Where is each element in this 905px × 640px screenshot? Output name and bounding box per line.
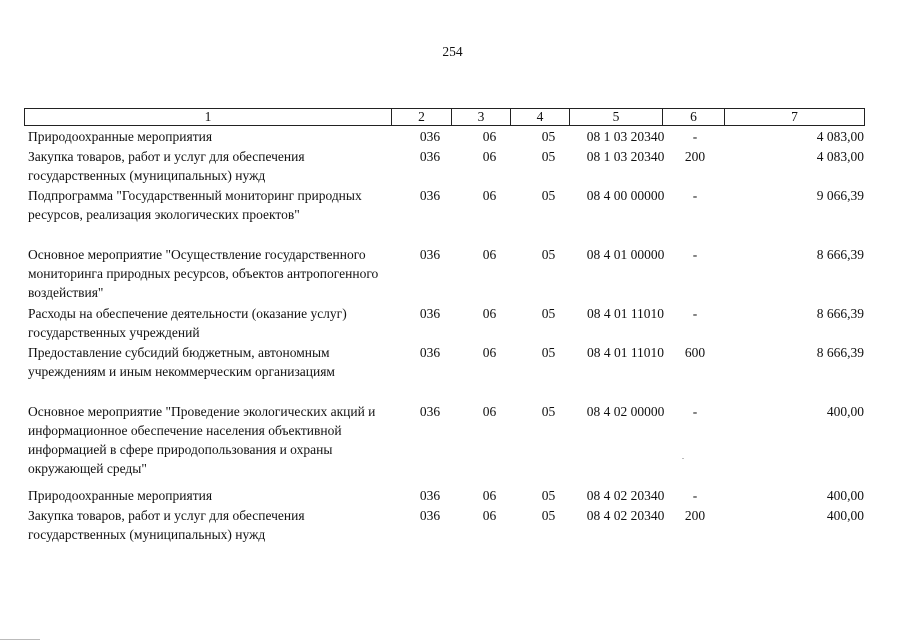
table-header <box>24 108 865 126</box>
row-col-4: 05 <box>541 188 556 203</box>
row-col-2: 036 <box>419 488 441 503</box>
header-cell-7: 7 <box>791 109 798 124</box>
row-name: Предоставление субсидий бюджетным, автономным учреждениям и иным некоммерческим организациям <box>28 345 335 379</box>
row-col-2: 036 <box>419 345 441 360</box>
row-col-3: 06 <box>482 247 497 262</box>
row-name: Основное мероприятие "Осуществление государственного мониторинга природных ресурсов, объектов антропогенного воздействия" <box>28 247 379 300</box>
row-name: Расходы на обеспечение деятельности (оказание услуг) государственных учреждений <box>28 306 347 340</box>
row-name: Закупка товаров, работ и услуг для обеспечения государственных (муниципальных) нужд <box>28 508 305 542</box>
row-col-5: 08 4 00 00000 <box>586 188 665 203</box>
row-col-5: 08 1 03 20340 <box>586 149 665 164</box>
row-col-6: - <box>692 404 698 419</box>
row-col-7: 4 083,00 <box>816 129 864 144</box>
row-col-4: 05 <box>541 306 556 321</box>
row-col-7: 8 666,39 <box>816 306 864 321</box>
row-col-5: 08 1 03 20340 <box>586 129 665 144</box>
row-col-6: - <box>692 247 698 262</box>
header-cell-2: 2 <box>392 109 452 125</box>
row-col-3: 06 <box>482 129 497 144</box>
row-col-2: 036 <box>419 129 441 144</box>
header-cell-5: 5 <box>570 109 663 125</box>
page-number: 254 <box>442 44 463 59</box>
row-col-4: 05 <box>541 508 556 523</box>
row-col-5: 08 4 02 00000 <box>586 404 665 419</box>
row-col-3: 06 <box>482 306 497 321</box>
row-name: Природоохранные мероприятия <box>28 129 213 144</box>
row-col-5: 08 4 02 20340 <box>586 508 665 523</box>
row-col-2: 036 <box>419 306 441 321</box>
row-col-3: 06 <box>482 345 497 360</box>
row-col-5: 08 4 02 20340 <box>586 488 665 503</box>
row-col-4: 05 <box>541 488 556 503</box>
header-cell-4: 4 <box>511 109 570 125</box>
header-cell-1: 1 <box>25 109 392 125</box>
row-col-7: 400,00 <box>826 488 864 503</box>
row-col-6: 600 <box>684 345 706 360</box>
row-col-3: 06 <box>482 188 497 203</box>
row-col-5: 08 4 01 11010 <box>586 306 665 321</box>
row-col-2: 036 <box>419 404 441 419</box>
row-col-7: 9 066,39 <box>816 188 864 203</box>
row-col-3: 06 <box>482 404 497 419</box>
row-col-3: 06 <box>482 508 497 523</box>
row-col-4: 05 <box>541 149 556 164</box>
row-col-7: 400,00 <box>826 404 864 419</box>
row-col-6: - <box>692 129 698 144</box>
row-name: Подпрограмма "Государственный мониторинг природных ресурсов, реализация экологических проектов" <box>28 188 362 222</box>
header-cell-3: 3 <box>452 109 511 125</box>
scan-speck <box>682 458 684 459</box>
row-col-4: 05 <box>541 404 556 419</box>
row-col-4: 05 <box>541 247 556 262</box>
row-col-2: 036 <box>419 188 441 203</box>
row-col-6: - <box>692 488 698 503</box>
row-col-6: - <box>692 188 698 203</box>
row-col-7: 8 666,39 <box>816 345 864 360</box>
row-col-4: 05 <box>541 129 556 144</box>
row-col-7: 4 083,00 <box>816 149 864 164</box>
row-col-3: 06 <box>482 488 497 503</box>
row-col-2: 036 <box>419 508 441 523</box>
row-col-6: - <box>692 306 698 321</box>
row-col-6: 200 <box>684 149 706 164</box>
row-col-3: 06 <box>482 149 497 164</box>
row-col-4: 05 <box>541 345 556 360</box>
row-col-5: 08 4 01 00000 <box>586 247 665 262</box>
row-col-2: 036 <box>419 149 441 164</box>
row-col-6: 200 <box>684 508 706 523</box>
row-name: Закупка товаров, работ и услуг для обеспечения государственных (муниципальных) нужд <box>28 149 305 183</box>
row-col-7: 8 666,39 <box>816 247 864 262</box>
row-col-7: 400,00 <box>826 508 864 523</box>
row-name: Основное мероприятие "Проведение экологических акций и информационное обеспечение населения объективной информацией в сфере природопользования и охраны окружающей среды" <box>28 404 376 476</box>
row-name: Природоохранные мероприятия <box>28 488 213 503</box>
row-col-5: 08 4 01 11010 <box>586 345 665 360</box>
header-cell-6: 6 <box>663 109 725 125</box>
row-col-2: 036 <box>419 247 441 262</box>
